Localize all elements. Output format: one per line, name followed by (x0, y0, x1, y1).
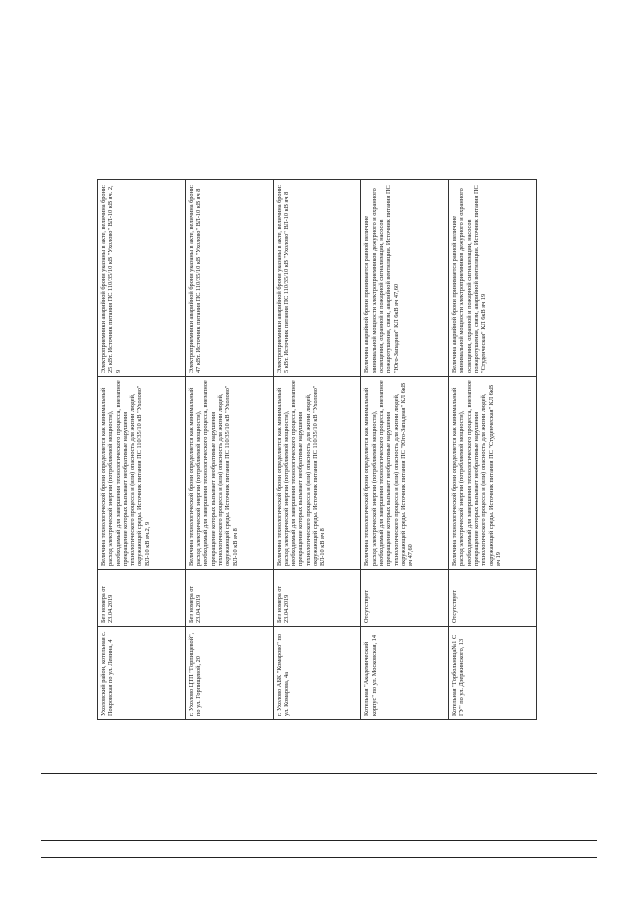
table-row (361, 180, 449, 720)
cell-object: Котельная "Горбольница№1 С ГУ" по ул. Дзержинского, 13 (449, 627, 537, 720)
cell-act: Без номера от 23.04.2019 (98, 570, 186, 627)
cell-tech-reserve: Величина технологической брони определяется как минимальный расход электрической энергии (потребляемой мощности), необходимый для завершения технологического процесса, внезапное прекращение которых вызывает необратимые нарушения технологического процесса и (или) опасность для жизни людей, окружающей среды. Источник питания ПС 110/35/10 кВ "Ухолово" ВЛ-10 кВ яч.2, 9 (98, 377, 186, 570)
cell-tech-reserve: Величина технологической брони определяется как минимальный расход электрической энергии (потребляемой мощности), необходимый для завершения технологического процесса, внезапное прекращение которых вызывает необратимые нарушения технологического процесса и (или) опасность для жизни людей, окружающей среды. Источник питания ПС 110/35/10 кВ "Ухолово" ВЛ-10 кВ яч 8 (185, 377, 273, 570)
cell-object: г. Ухолово АБК "Комарово" по ул. Комарова, 4а (273, 627, 361, 720)
cell-emergency-reserve: Электроприемники аварийной брони указаны в акте, величина брони: 47 кВт. Источник питания ПС 110/35/10 кВ "Ухолово" ВЛ-10 кВ яч 8 (185, 180, 273, 377)
horizontal-rule (41, 857, 597, 858)
rotated-page-content (0, 180, 502, 716)
cell-tech-reserve: Величина технологической брони определяется как минимальный расход электрической энергии (потребляемой мощности), необходимый для завершения технологического процесса, внезапное прекращение которых вызывает необратимые нарушения технологического процесса и (или) опасность для жизни людей, окружающей среды. Источник питания ПС "Студенческая" КЛ 6кВ яч 19 (449, 377, 537, 570)
horizontal-rule (41, 840, 597, 841)
cell-act: Отсутствует (361, 570, 449, 627)
table-row (98, 180, 186, 720)
data-table (97, 179, 537, 720)
cell-act: Отсутствует (449, 570, 537, 627)
cell-object: Ухоловский район, котельная с. Покровская по ул. Ленина, 4 (98, 627, 186, 720)
cell-emergency-reserve: Электроприемники аварийной брони указаны в акте, величина брони: 5 кВт. Источник питания ПС 110/35/10 кВ "Ухолово" ВЛ-10 кВ яч 8 (273, 180, 361, 377)
table-row (185, 180, 273, 720)
cell-tech-reserve: Величина технологической брони определяется как минимальный расход электрической энергии (потребляемой мощности), необходимый для завершения технологического процесса, внезапное прекращение которых вызывает необратимые нарушения технологического процесса и (или) опасность для жизни людей, окружающей среды. Источник питания ПС 110/35/10 кВ "Ухолово" ВЛ-10 кВ яч 8 (273, 377, 361, 570)
horizontal-rule (41, 773, 597, 774)
table-row (449, 180, 537, 720)
rotated-table-wrapper (97, 180, 537, 720)
cell-act: Без номера от 23.04.2019 (185, 570, 273, 627)
cell-object: Котельная "Академический корпус" по ул. Московская, 14 (361, 627, 449, 720)
cell-tech-reserve: Величина технологической брони определяется как минимальный расход электрической энергии (потребляемой мощности), необходимый для завершения технологического процесса, внезапное прекращение которых вызывает необратимые нарушения технологического процесса и (или) опасность для жизни людей, окружающей среды. Источник питания ПС "Юго-Западная" КЛ 6кВ яч 47,60 (361, 377, 449, 570)
cell-emergency-reserve: Величина аварийной брони принимается равной величине минимальной мощности электроприемников дежурного и охранного освещения, охранной и пожарной сигнализации, насосов пожаротушения, связи, аварийной вентиляции. Источник питания ПС "Юго-Западная" КЛ 6кВ яч 47,60 (361, 180, 449, 377)
cell-emergency-reserve: Величина аварийной брони принимается равной величине минимальной мощности электроприемников дежурного и охранного освещения, охранной и пожарной сигнализации, насосов пожаротушения, связи, аварийной вентиляции. Источник питания ПС "Студенческая" КЛ 6кВ яч 19 (449, 180, 537, 377)
cell-emergency-reserve: Электроприемники аварийной брони указаны в акте, величина брони: 25 кВт. Источник питания ПС 110/35/10 кВ "Ухолово" ВЛ-10 кВ яч. 2, 9 (98, 180, 186, 377)
cell-object: г. Ухолово ЦТП "Горпищевой", по ул. Горпищевой, 20 (185, 627, 273, 720)
cell-act: Без номера от 23.04.2019 (273, 570, 361, 627)
table-row (273, 180, 361, 720)
